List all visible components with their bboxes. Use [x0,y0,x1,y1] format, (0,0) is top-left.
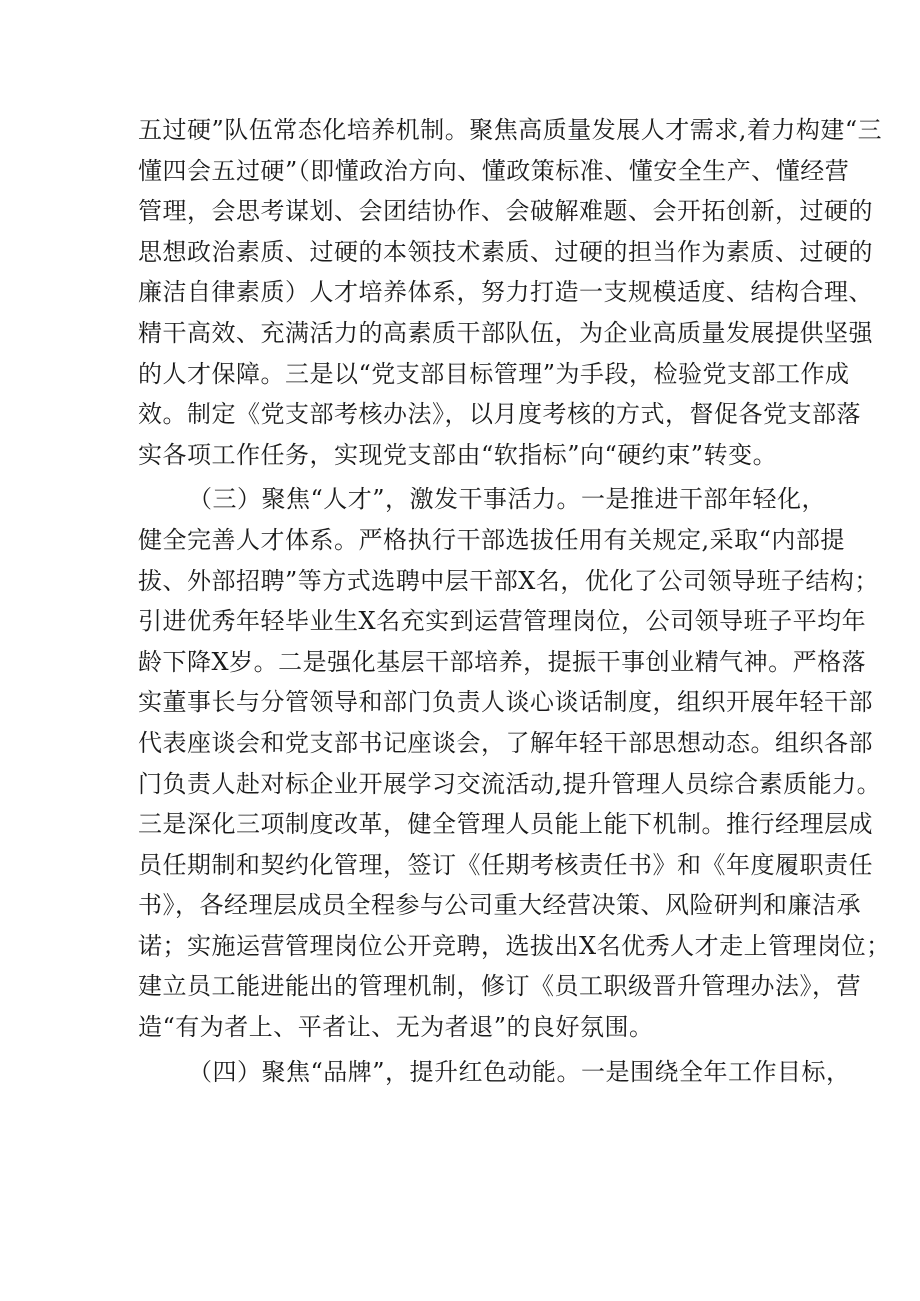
text-line: 建立员工能进能出的管理机制，修订《员工职级晋升管理办法》，营 [138,972,861,1001]
section-heading-line: （四）聚焦“品牌”，提升红色动能。一是围绕全年工作目标， [188,1057,851,1086]
body-text [138,110,891,1092]
text-line: 实各项工作任务，实现党支部由“软指标”向“硬约束”转变。 [138,440,778,469]
text-line: 懂四会五过硬”（即懂政治方向、懂政策标准、懂安全生产、懂经营 [138,156,850,185]
text-line: 精干高效、充满活力的高素质干部队伍，为企业高质量发展提供坚强 [138,318,873,347]
text-line: 三是深化三项制度改革，健全管理人员能上能下机制。推行经理层成 [138,810,873,839]
text-line: 五过硬”队伍常态化培养机制。聚焦高质量发展人才需求,着力构建“三 [138,116,883,144]
text-line: 引进优秀年轻毕业生X名充实到运营管理岗位，公司领导班子平均年 [138,607,867,636]
text-line: 龄下降X岁。二是强化基层干部培养，提振干事创业精气神。严格落 [138,647,867,676]
text-line: 门负责人赴对标企业开展学习交流活动,提升管理人员综合素质能力。 [138,769,882,798]
section-heading-line: （三）聚焦“人才”，激发干事活力。一是推进干部年轻化， [188,485,827,514]
text-line: 健全完善人才体系。严格执行干部选拔任用有关规定,采取“内部提 [138,525,845,554]
text-line: 的人才保障。三是以“党支部目标管理”为手段，检验党支部工作成 [138,359,850,388]
text-line: 廉洁自律素质）人才培养体系，努力打造一支规模适度、结构合理、 [138,278,873,307]
text-line: 员任期制和契约化管理，签订《任期考核责任书》和《年度履职责任 [138,850,873,879]
text-line: 管理，会思考谋划、会团结协作、会破解难题、会开拓创新，过硬的 [138,197,873,226]
text-line: 造“有为者上、平者让、无为者退”的良好氛围。 [138,1013,654,1042]
text-line: 代表座谈会和党支部书记座谈会，了解年轻干部思想动态。组织各部 [138,728,873,757]
text-line: 书》，各经理层成员全程参与公司重大经营决策、风险研判和廉洁承 [138,891,861,920]
text-line: 实董事长与分管领导和部门负责人谈心谈话制度，组织开展年轻干部 [138,688,873,717]
text-line: 效。制定《党支部考核办法》，以月度考核的方式，督促各党支部落 [138,400,861,429]
text-line: 拔、外部招聘”等方式选聘中层干部X名，优化了公司领导班子结构； [138,566,879,595]
text-line: 思想政治素质、过硬的本领技术素质、过硬的担当作为素质、过硬的 [138,237,873,266]
text-line: 诺；实施运营管理岗位公开竞聘，选拔出X名优秀人才走上管理岗位； [138,931,891,960]
